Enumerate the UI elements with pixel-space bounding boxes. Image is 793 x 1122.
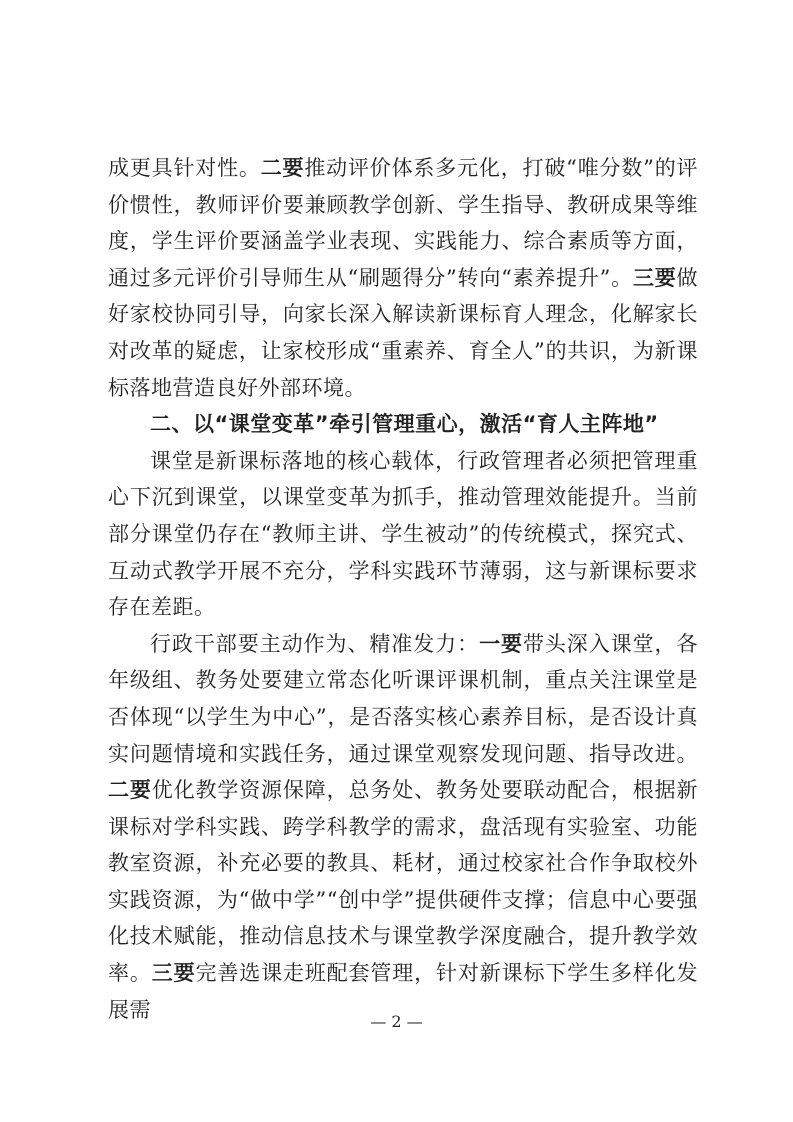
emphasis-text: 二要 — [260, 156, 305, 180]
section-heading — [108, 406, 698, 443]
body-paragraph — [108, 150, 698, 406]
paragraph-text: 推动评价体系多元化，打破“唯分数”的评价惯性，教师评价要兼顾教学创新、学生指导、教研成果等维度，学生评价要涵盖学业表现、实践能力、综合素质等方面，通过多元评价引导师生从“刷题得分”转向“素养提升”。 — [108, 156, 699, 290]
emphasis-text: 三要 — [632, 265, 677, 290]
paragraph-text: 成更具针对性。 — [108, 156, 261, 180]
emphasis-text: 一要 — [479, 631, 523, 656]
body-paragraph — [108, 443, 698, 626]
document-body — [108, 150, 698, 1028]
paragraph-text: 带头深入课堂，各年级组、教务处要建立常态化听课评课机制，重点关注课堂是否体现“以学生为中心”，是否落实核心素养目标，是否设计真实问题情境和实践任务，通过课堂观察发现问题、指导改进。 — [108, 631, 698, 766]
paragraph-text: 课堂是新课标落地的核心载体，行政管理者必须把管理重心下沉到课堂，以课堂变革为抓手，推动管理效能提升。当前部分课堂仍存在“教师主讲、学生被动”的传统模式，探究式、互动式教学开展不充分，学科实践环节薄弱，这与新课标要求存在差距。 — [108, 448, 698, 620]
paragraph-text: 行政干部要主动作为、精准发力： — [150, 631, 480, 656]
emphasis-text: 三要 — [151, 961, 196, 986]
body-paragraph — [108, 626, 698, 1029]
page-number: — 2 — — [370, 1012, 423, 1031]
paragraph-text: 优化教学资源保障，总务处、教务处要联动配合，根据新课标对学科实践、跨学科教学的需求，盘活现有实验室、功能教室资源，补充必要的教具、耗材，通过校家社合作争取校外实践资源，为“做中学”“创中学”提供硬件支撑；信息中心要强化技术赋能，推动信息技术与课堂教学深度融合，提升教学效率。 — [108, 778, 699, 986]
paragraph-text: 完善选课走班配套管理，针对新课标下学生多样化发展需 — [108, 961, 699, 1022]
paragraph-text: 做好家校协同引导，向家长深入解读新课标育人理念，化解家长对改革的疑虑，让家校形成“重素养、育全人”的共识，为新课标落地营造良好外部环境。 — [108, 265, 698, 400]
emphasis-text: 二、以“课堂变革”牵引管理重心，激活“育人主阵地” — [150, 412, 659, 437]
emphasis-text: 二要 — [108, 778, 152, 803]
